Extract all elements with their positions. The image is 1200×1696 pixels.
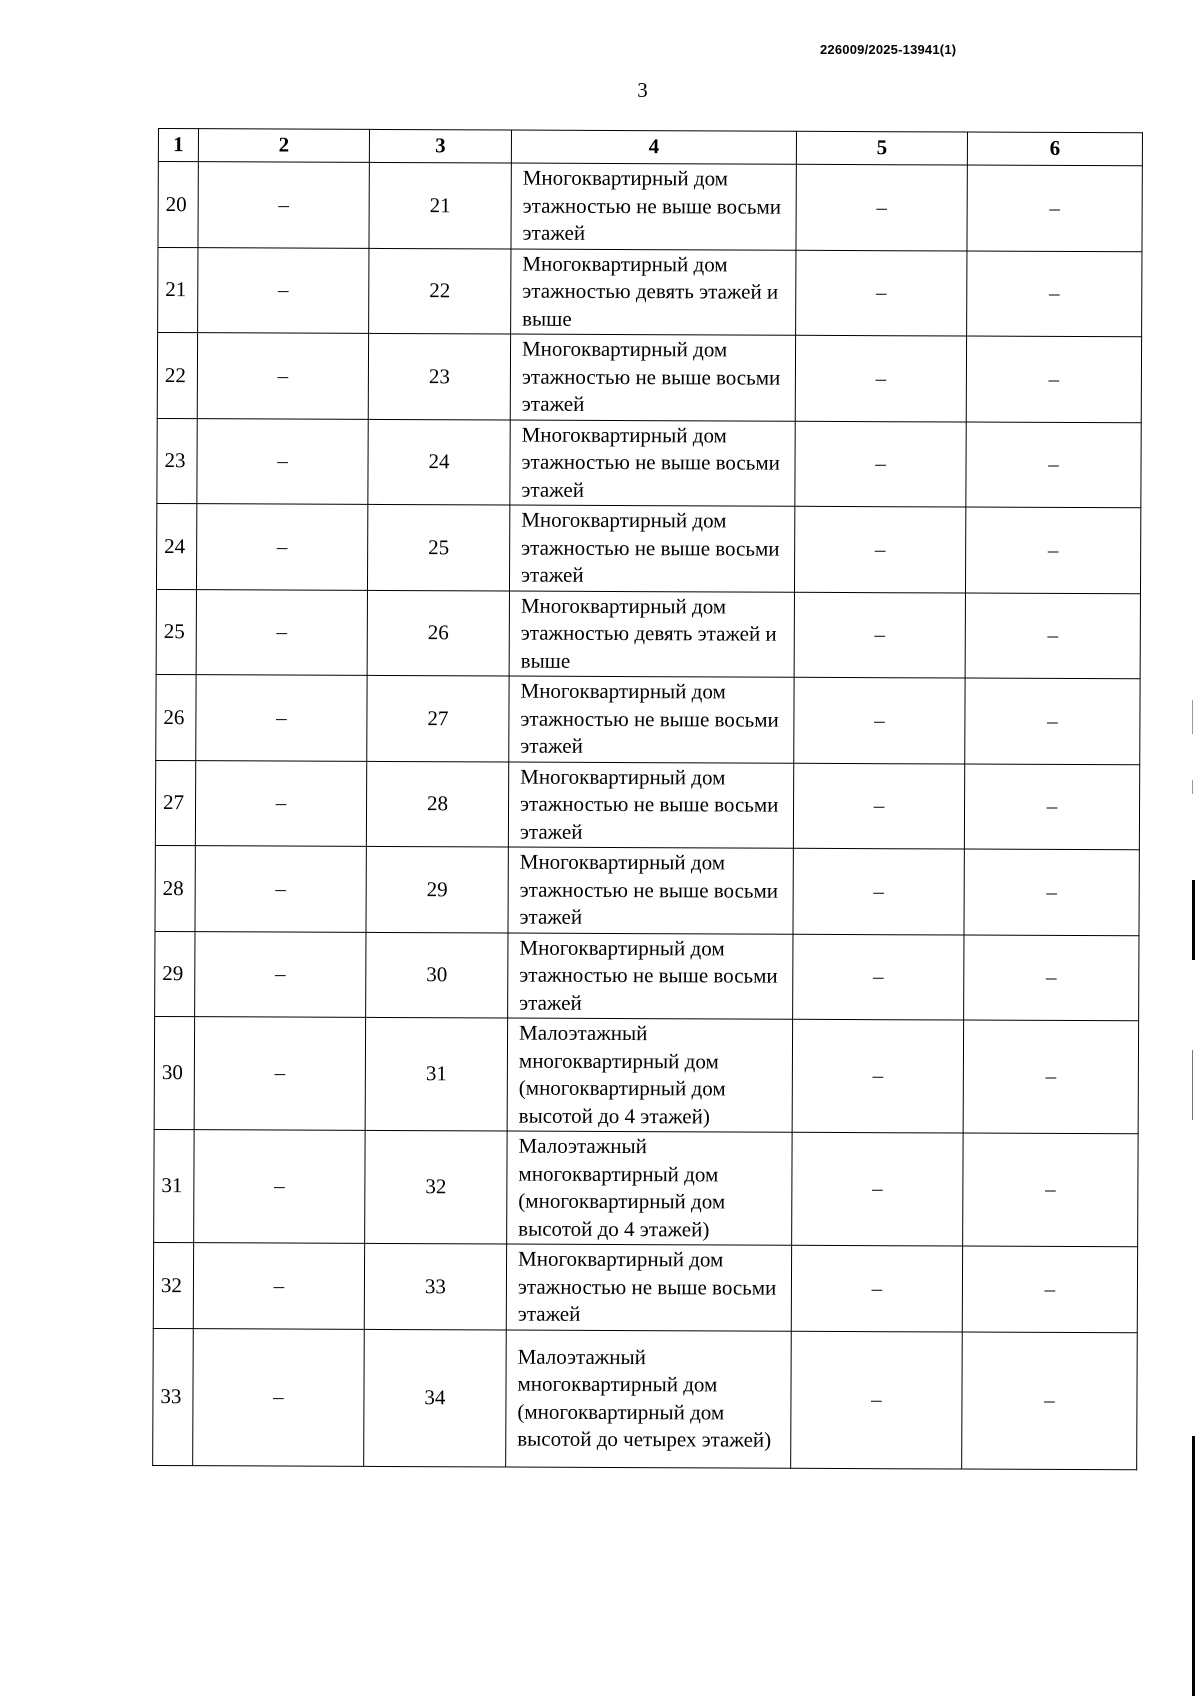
row-number-cell: 27 — [155, 760, 195, 846]
column-2-cell: – — [193, 1243, 364, 1329]
column-header-1: 1 — [158, 129, 198, 162]
column-5-cell: – — [796, 250, 967, 336]
column-5-cell: – — [791, 1245, 962, 1331]
building-type-cell: Многоквартирный дом этажностью не выше восьми этажей — [508, 933, 793, 1020]
column-5-cell: – — [791, 1331, 963, 1469]
building-type-cell: Многоквартирный дом этажностью не выше восьми этажей — [509, 676, 794, 763]
scan-mark — [1192, 700, 1193, 734]
column-5-cell: – — [792, 1019, 963, 1133]
column-5-cell: – — [794, 677, 965, 763]
scan-edge-artifacts — [1192, 640, 1195, 1696]
column-6-cell: – — [966, 422, 1141, 508]
building-type-cell: Многоквартирный дом этажностью не выше восьми этажей — [506, 1244, 791, 1331]
column-6-cell: – — [964, 764, 1139, 850]
column-6-cell: – — [967, 251, 1142, 337]
column-header-4: 4 — [511, 130, 796, 164]
column-2-cell: – — [194, 1017, 365, 1131]
column-2-cell: – — [197, 333, 368, 419]
column-3-cell: 22 — [369, 248, 511, 334]
column-header-5: 5 — [796, 131, 967, 165]
building-type-cell: Многоквартирный дом этажностью не выше восьми этажей — [509, 505, 794, 592]
column-6-cell: – — [965, 593, 1140, 679]
table-row — [156, 503, 1140, 593]
document-registration-number: 226009/2025-13941(1) — [820, 42, 957, 57]
data-table — [152, 128, 1143, 1470]
table-row — [154, 1129, 1138, 1246]
table-row — [155, 760, 1139, 850]
table-row — [155, 931, 1139, 1021]
data-table-container — [152, 128, 1142, 1470]
row-number-cell: 25 — [156, 589, 196, 675]
column-header-3: 3 — [369, 129, 511, 163]
building-type-cell: Малоэтажный многоквартирный дом (многоквартирный дом высотой до четырех этажей) — [506, 1330, 792, 1468]
column-3-cell: 29 — [366, 846, 508, 932]
row-number-cell: 28 — [155, 845, 195, 931]
column-3-cell: 26 — [367, 590, 509, 676]
column-6-cell: – — [963, 1020, 1138, 1134]
column-2-cell: – — [195, 931, 366, 1017]
column-6-cell: – — [965, 507, 1140, 593]
table-header-row — [158, 129, 1142, 166]
column-3-cell: 23 — [368, 333, 510, 419]
building-type-cell: Многоквартирный дом этажностью не выше восьми этажей — [508, 847, 793, 934]
row-number-cell: 23 — [157, 418, 197, 504]
column-5-cell: – — [796, 164, 967, 250]
column-6-cell: – — [964, 849, 1139, 935]
column-3-cell: 30 — [366, 932, 508, 1018]
column-6-cell: – — [967, 165, 1142, 251]
row-number-cell: 20 — [158, 162, 198, 248]
scan-mark — [1192, 880, 1195, 960]
column-header-2: 2 — [198, 129, 369, 163]
column-6-cell: – — [966, 336, 1141, 422]
building-type-cell: Многоквартирный дом этажностью не выше восьми этажей — [511, 163, 796, 250]
column-2-cell: – — [195, 760, 366, 846]
table-row — [155, 845, 1139, 935]
scan-mark — [1192, 1050, 1193, 1120]
column-2-cell: – — [198, 247, 369, 333]
building-type-cell: Многоквартирный дом этажностью не выше восьми этажей — [510, 334, 795, 421]
row-number-cell: 26 — [156, 674, 196, 760]
building-type-cell: Многоквартирный дом этажностью не выше восьми этажей — [510, 420, 795, 507]
row-number-cell: 22 — [157, 333, 197, 419]
building-type-cell: Многоквартирный дом этажностью девять этажей и выше — [511, 249, 796, 336]
scan-mark — [1192, 1436, 1195, 1696]
column-2-cell: – — [198, 162, 369, 248]
table-row — [158, 247, 1142, 337]
row-number-cell: 31 — [154, 1129, 194, 1242]
column-header-6: 6 — [967, 132, 1142, 166]
column-3-cell: 32 — [365, 1130, 507, 1244]
page-number: 3 — [637, 78, 648, 102]
row-number-cell: 24 — [156, 503, 196, 589]
column-2-cell: – — [196, 504, 367, 590]
column-5-cell: – — [794, 592, 965, 678]
table-body — [153, 162, 1143, 1470]
column-3-cell: 28 — [366, 761, 508, 847]
column-3-cell: 24 — [368, 419, 510, 505]
column-6-cell: – — [965, 678, 1140, 764]
row-number-cell: 29 — [155, 931, 195, 1017]
table-row — [153, 1242, 1137, 1332]
table-row — [156, 674, 1140, 764]
table-row — [154, 1016, 1138, 1133]
building-type-cell: Многоквартирный дом этажностью не выше восьми этажей — [508, 762, 793, 849]
column-2-cell: – — [194, 1130, 365, 1244]
column-3-cell: 27 — [367, 675, 509, 761]
column-5-cell: – — [792, 1132, 963, 1246]
building-type-cell: Многоквартирный дом этажностью девять этажей и выше — [509, 591, 794, 678]
column-3-cell: 34 — [364, 1329, 507, 1467]
row-number-cell: 21 — [158, 247, 198, 333]
column-6-cell: – — [962, 1246, 1137, 1332]
column-6-cell: – — [962, 1332, 1138, 1470]
column-5-cell: – — [793, 763, 964, 849]
row-number-cell: 33 — [153, 1328, 194, 1465]
row-number-cell: 30 — [154, 1016, 194, 1129]
column-2-cell: – — [195, 846, 366, 932]
row-number-cell: 32 — [153, 1242, 193, 1328]
column-2-cell: – — [196, 589, 367, 675]
column-2-cell: – — [193, 1328, 365, 1466]
building-type-cell: Малоэтажный многоквартирный дом (многоквартирный дом высотой до 4 этажей) — [507, 1018, 792, 1132]
table-row — [153, 1328, 1138, 1469]
building-type-cell: Малоэтажный многоквартирный дом (многоквартирный дом высотой до 4 этажей) — [507, 1131, 792, 1245]
column-2-cell: – — [196, 675, 367, 761]
column-3-cell: 21 — [369, 162, 511, 248]
column-3-cell: 33 — [364, 1243, 506, 1329]
column-3-cell: 31 — [365, 1017, 507, 1131]
column-2-cell: – — [197, 418, 368, 504]
table-row — [156, 589, 1140, 679]
column-5-cell: – — [793, 848, 964, 934]
column-6-cell: – — [964, 935, 1139, 1021]
column-5-cell: – — [794, 506, 965, 592]
column-5-cell: – — [795, 335, 966, 421]
table-row — [158, 162, 1142, 252]
table-row — [157, 333, 1141, 423]
column-3-cell: 25 — [367, 504, 509, 590]
column-5-cell: – — [795, 421, 966, 507]
column-5-cell: – — [793, 934, 964, 1020]
column-6-cell: – — [963, 1133, 1138, 1247]
table-row — [157, 418, 1141, 508]
scan-mark — [1192, 780, 1193, 794]
